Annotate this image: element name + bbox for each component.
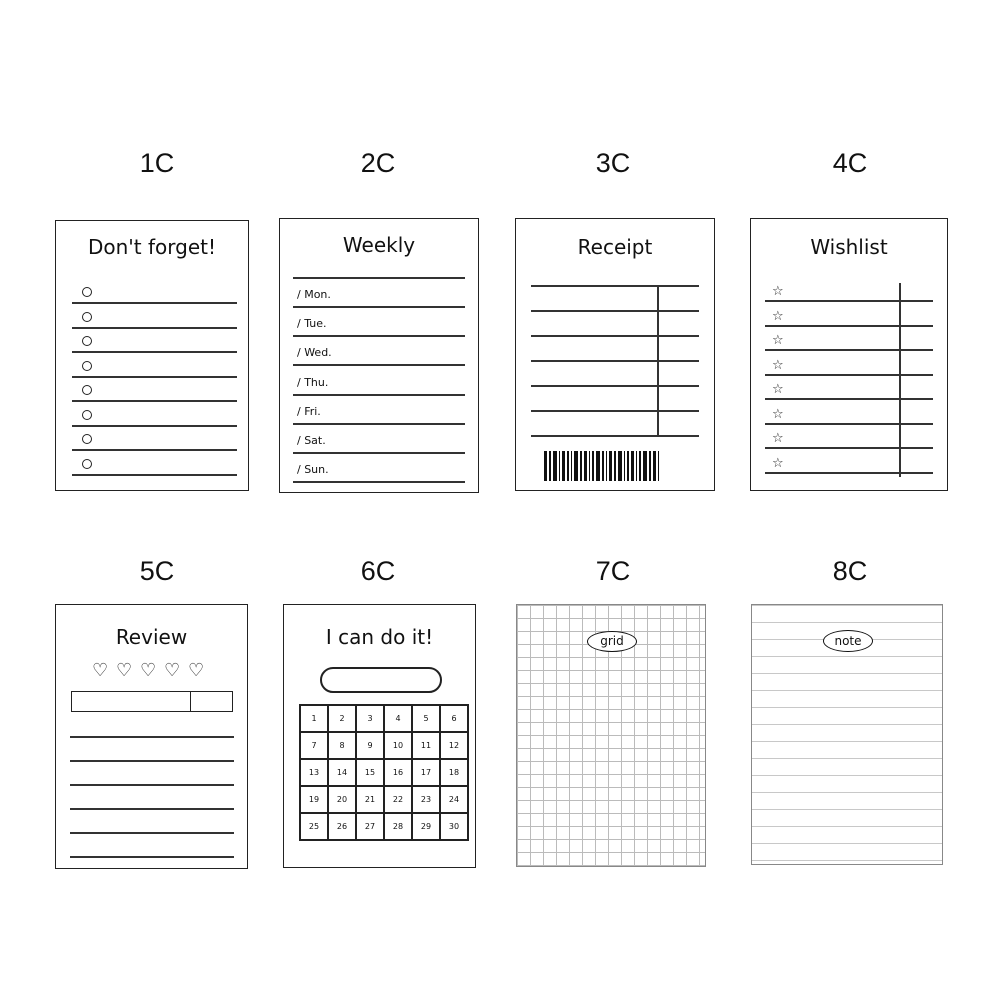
day-label: / Mon.: [297, 288, 331, 301]
barcode-bar: [609, 451, 612, 481]
calendar-day: 24: [440, 786, 468, 813]
barcode-bar: [631, 451, 634, 481]
variant-label-5c: 5C: [139, 556, 175, 586]
barcode-bar: [574, 451, 578, 481]
calendar-day: 11: [412, 732, 440, 759]
writing-line: [70, 760, 234, 762]
writing-line: [70, 736, 234, 738]
checkbox-icon: [82, 385, 92, 395]
barcode-bar: [653, 451, 656, 481]
calendar-day: 4: [384, 705, 412, 732]
calendar-day: 16: [384, 759, 412, 786]
variant-label-1c: 1C: [139, 148, 175, 178]
writing-line: [765, 447, 933, 449]
star-icon: ☆: [772, 333, 784, 348]
writing-line: [531, 335, 699, 337]
calendar-day: 10: [384, 732, 412, 759]
calendar-day: 18: [440, 759, 468, 786]
calendar-day: 30: [440, 813, 468, 840]
calendar-day: 8: [328, 732, 356, 759]
calendar-day: 15: [356, 759, 384, 786]
star-icon: ☆: [772, 406, 784, 422]
barcode-bar: [596, 451, 600, 481]
checkbox-icon: [82, 312, 92, 322]
checkbox-icon: [82, 287, 92, 297]
star-icon: ☆: [772, 455, 784, 471]
barcode-bar: [639, 451, 641, 481]
calendar-day: 5: [412, 705, 440, 732]
barcode-bar: [602, 451, 604, 481]
day-label: / Wed.: [297, 346, 332, 360]
calendar-day: 13: [300, 759, 328, 786]
calendar-day: 25: [300, 813, 328, 840]
writing-line: [72, 351, 237, 353]
calendar-day: 2: [328, 705, 356, 732]
writing-line: [765, 349, 933, 351]
barcode-bar: [544, 451, 547, 481]
barcode-bar: [567, 451, 569, 481]
pad-title: Weekly: [342, 233, 416, 257]
writing-line: [765, 472, 933, 474]
checkbox-icon: [82, 336, 92, 346]
pad-grid[interactable]: [516, 604, 706, 867]
pad-label: note: [823, 630, 873, 652]
pad-review[interactable]: [55, 604, 248, 869]
barcode-bar: [627, 451, 629, 481]
heart-icon: ♡: [92, 660, 109, 681]
pad-receipt[interactable]: [515, 218, 715, 491]
writing-line: [70, 784, 234, 786]
calendar-day: 29: [412, 813, 440, 840]
barcode-bar: [589, 451, 590, 481]
rating-box: [71, 691, 233, 712]
writing-line: [765, 374, 933, 376]
writing-line: [293, 335, 465, 337]
checkbox-icon: [82, 410, 92, 420]
checkbox-icon: [82, 459, 92, 469]
column-divider: [899, 283, 901, 477]
goal-oval: [320, 667, 442, 693]
star-icon: ☆: [772, 308, 784, 324]
day-label: / Sun.: [297, 463, 329, 477]
writing-line: [531, 385, 699, 387]
calendar-day: 21: [356, 786, 384, 813]
writing-line: [765, 398, 933, 400]
calendar-day: 14: [328, 759, 356, 786]
pad-wishlist[interactable]: [750, 218, 948, 491]
pad-title: Wishlist: [810, 235, 888, 259]
calendar-day: 12: [440, 732, 468, 759]
pad-title: I can do it!: [325, 625, 434, 649]
writing-line: [765, 423, 933, 425]
writing-line: [72, 376, 237, 378]
heart-icon: ♡: [188, 660, 205, 681]
calendar-day: 26: [328, 813, 356, 840]
pad-can-do[interactable]: [283, 604, 476, 868]
barcode-bar: [658, 451, 659, 481]
writing-line: [531, 435, 699, 437]
star-icon: ☆: [772, 431, 784, 446]
writing-line: [72, 400, 237, 402]
barcode-bar: [592, 451, 594, 481]
star-icon: ☆: [772, 382, 784, 397]
heart-icon: ♡: [164, 660, 181, 681]
barcode-bar: [549, 451, 551, 481]
writing-line: [293, 306, 465, 308]
writing-line: [72, 474, 237, 476]
barcode-bar: [580, 451, 582, 481]
calendar-day: 20: [328, 786, 356, 813]
writing-line: [72, 327, 237, 329]
variant-label-6c: 6C: [360, 556, 396, 586]
barcode-bar: [618, 451, 622, 481]
pad-note[interactable]: [751, 604, 943, 865]
pad-label: grid: [587, 631, 637, 652]
day-label: / Sat.: [297, 434, 326, 447]
writing-line: [531, 285, 699, 287]
variant-label-3c: 3C: [595, 148, 631, 178]
checkbox-icon: [82, 434, 92, 444]
writing-line: [72, 302, 237, 304]
pad-title: Review: [115, 625, 188, 649]
writing-line: [531, 310, 699, 312]
writing-line: [70, 832, 234, 834]
writing-line: [70, 856, 234, 858]
variant-label-7c: 7C: [595, 556, 631, 586]
pad-weekly[interactable]: [279, 218, 479, 493]
star-icon: ☆: [772, 284, 784, 299]
barcode-bar: [624, 451, 625, 481]
calendar-day: 3: [356, 705, 384, 732]
writing-line: [765, 325, 933, 327]
calendar-day: 1: [300, 705, 328, 732]
day-label: / Tue.: [297, 317, 327, 331]
star-icon: ☆: [772, 357, 784, 373]
writing-line: [70, 808, 234, 810]
writing-line: [531, 410, 699, 412]
calendar-day: 6: [440, 705, 468, 732]
calendar-grid: [299, 704, 469, 841]
writing-line: [531, 360, 699, 362]
heart-icon: ♡: [140, 660, 157, 681]
calendar-day: 7: [300, 732, 328, 759]
column-divider: [657, 286, 659, 436]
writing-line: [293, 394, 465, 396]
day-label: / Thu.: [297, 375, 329, 389]
pad-title: Receipt: [577, 235, 653, 259]
heart-icon: ♡: [116, 660, 133, 681]
barcode-bar: [559, 451, 560, 481]
calendar-day: 23: [412, 786, 440, 813]
writing-line: [72, 425, 237, 427]
writing-line: [72, 449, 237, 451]
variant-label-4c: 4C: [832, 148, 868, 178]
barcode-bar: [643, 451, 647, 481]
barcode-bar: [584, 451, 587, 481]
writing-line: [293, 364, 465, 366]
barcode-bar: [571, 451, 572, 481]
calendar-day: 17: [412, 759, 440, 786]
calendar-day: 27: [356, 813, 384, 840]
barcode-bar: [614, 451, 616, 481]
pad-dont-forget[interactable]: [55, 220, 249, 491]
checkbox-icon: [82, 361, 92, 371]
calendar-day: 19: [300, 786, 328, 813]
barcode-bar: [649, 451, 651, 481]
barcode-bar: [553, 451, 557, 481]
calendar-day: 28: [384, 813, 412, 840]
calendar-day: 9: [356, 732, 384, 759]
day-label: / Fri.: [297, 404, 321, 418]
barcode-bar: [562, 451, 565, 481]
pad-title: Don't forget!: [87, 235, 217, 259]
writing-line: [293, 452, 465, 454]
barcode-bar: [636, 451, 637, 481]
writing-line: [293, 481, 465, 483]
writing-line: [293, 423, 465, 425]
barcode-bar: [606, 451, 607, 481]
variant-label-8c: 8C: [832, 556, 868, 586]
barcode: [544, 451, 688, 481]
writing-line: [765, 300, 933, 302]
writing-line: [293, 277, 465, 279]
variant-label-2c: 2C: [360, 148, 396, 178]
calendar-day: 22: [384, 786, 412, 813]
